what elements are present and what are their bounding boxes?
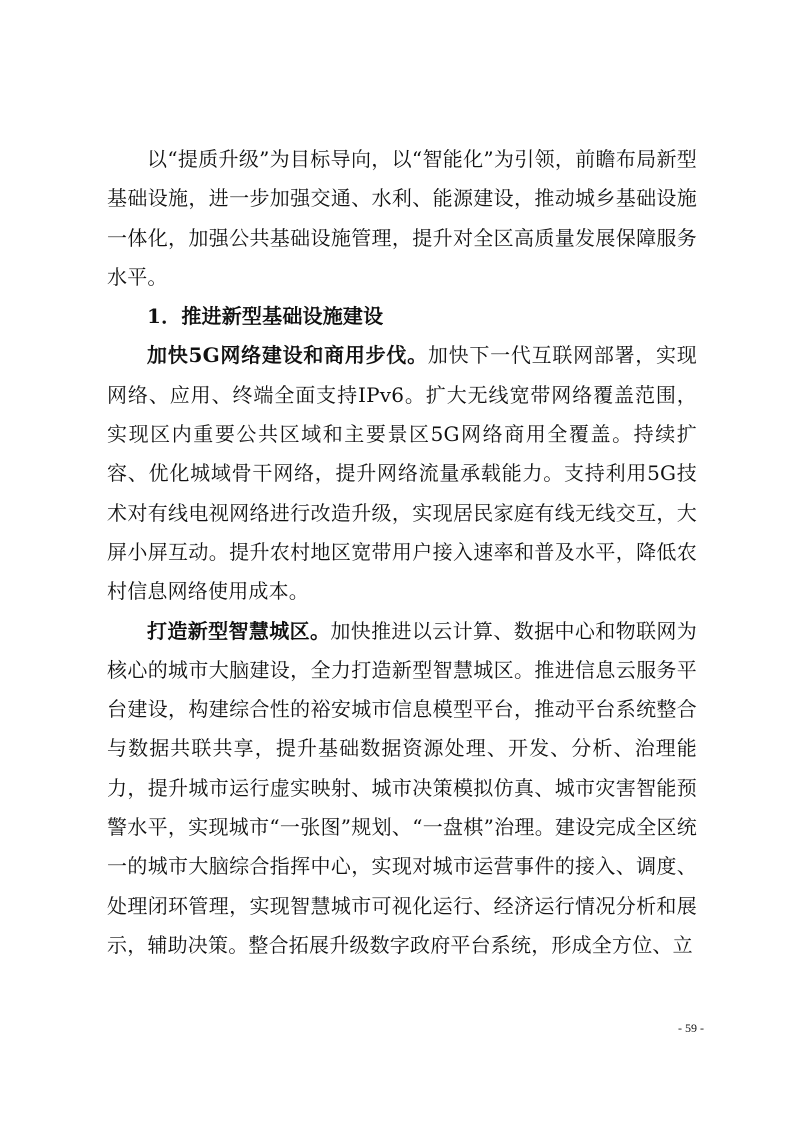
paragraph-5g-network xyxy=(107,336,697,611)
intro-paragraph-text: 以“提质升级”为目标导向，以“智能化”为引领，前瞻布局新型基础设施，进一步加强交通、水利、能源建设，推动城乡基础设施一体化，加强公共基础设施管理，提升对全区高质量发展保障服务水平。 xyxy=(107,147,697,289)
paragraph-lead-5g-network: 加快5G网络建设和商用步伐。 xyxy=(147,343,428,368)
paragraph-text-5g-network: 加快下一代互联网部署，实现网络、应用、终端全面支持IPv6。扩大无线宽带网络覆盖范围，实现区内重要公共区域和主要景区5G网络商用全覆盖。持续扩容、优化城域骨干网络，提升网络流量承载能力。支持利用5G技术对有线电视网络进行改造升级，实现居民家庭有线无线交互，大屏小屏互动。提升农村地区宽带用户接入速率和普及水平，降低农村信息网络使用成本。 xyxy=(107,343,697,604)
document-body xyxy=(107,140,697,965)
section-heading-text: 1．推进新型基础设施建设 xyxy=(147,304,384,329)
section-heading xyxy=(107,297,697,336)
paragraph-text-smart-city: 加快推进以云计算、数据中心和物联网为核心的城市大脑建设，全力打造新型智慧城区。推进信息云服务平台建设，构建综合性的裕安城市信息模型平台，推动平台系统整合与数据共联共享，提升基础数据资源处理、开发、分析、治理能力，提升城市运行虚实映射、城市决策模拟仿真、城市灾害智能预警水平，实现城市“一张图”规划、“一盘棋”治理。建设完成全区统一的城市大脑综合指挥中心，实现对城市运营事件的接入、调度、处理闭环管理，实现智慧城市可视化运行、经济运行情况分析和展示，辅助决策。整合拓展升级数字政府平台系统，形成全方位、立 xyxy=(107,618,697,957)
paragraph-smart-city xyxy=(107,612,697,966)
paragraph-lead-smart-city: 打造新型智慧城区。 xyxy=(147,618,331,643)
intro-paragraph xyxy=(107,140,697,297)
page-number: - 59 - xyxy=(678,1021,704,1035)
